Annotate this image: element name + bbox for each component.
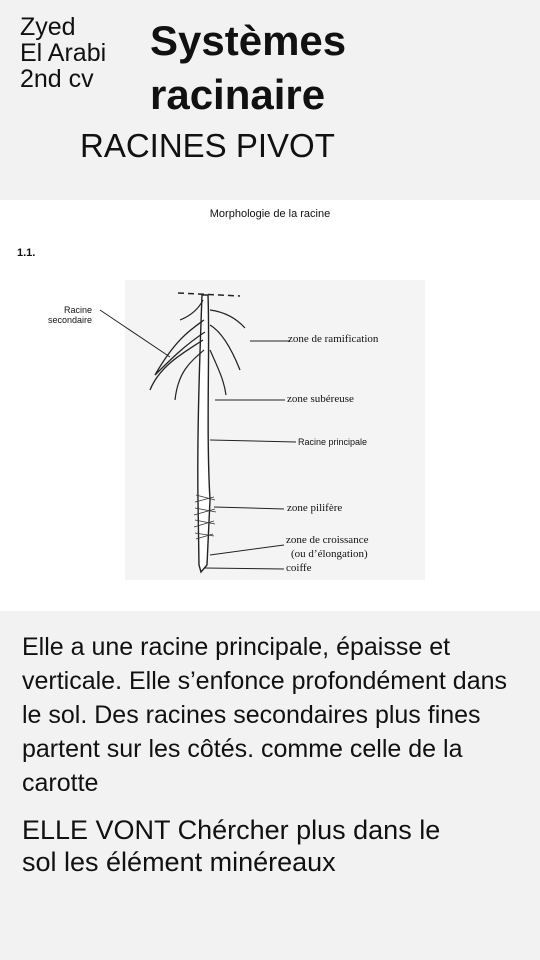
page-title (150, 14, 346, 122)
label-elongation: (ou d’élongation) (291, 548, 368, 560)
label-zone-subereuse: zone subéreuse (287, 393, 354, 405)
root-diagram (0, 200, 540, 611)
author-block (20, 14, 106, 92)
description-paragraph: Elle a une racine principale, épaisse et verticale. Elle s’enfonce profondément dans le sol. Des racines secondaires plus fines partent sur les côtés. comme celle de la carotte (22, 633, 508, 797)
description-paragraph-2: ELLE VONT Chércher plus dans le sol les élément minéreaux (22, 815, 441, 877)
label-racine-principale: Racine principale (298, 437, 368, 447)
root-diagram-figure (0, 200, 540, 611)
page-subtitle: RACINES PIVOT (80, 127, 335, 164)
title-line: racinaire (150, 71, 326, 118)
title-line: Systèmes (150, 17, 347, 64)
label-coiffe: coiffe (286, 562, 312, 574)
label-zone-ramification: zone de ramification (288, 333, 379, 345)
author-line: Zyed (20, 13, 76, 41)
label-zone-pilifere: zone pilifère (287, 502, 343, 514)
label-racine-secondaire: Racine secondaire (47, 305, 92, 325)
figure-number: 1.1. (17, 247, 36, 259)
figure-heading: Morphologie de la racine (209, 208, 331, 220)
label-zone-croissance: zone de croissance (286, 534, 369, 546)
author-line: El Arabi (20, 39, 107, 67)
author-line: 2nd cv (20, 65, 94, 93)
